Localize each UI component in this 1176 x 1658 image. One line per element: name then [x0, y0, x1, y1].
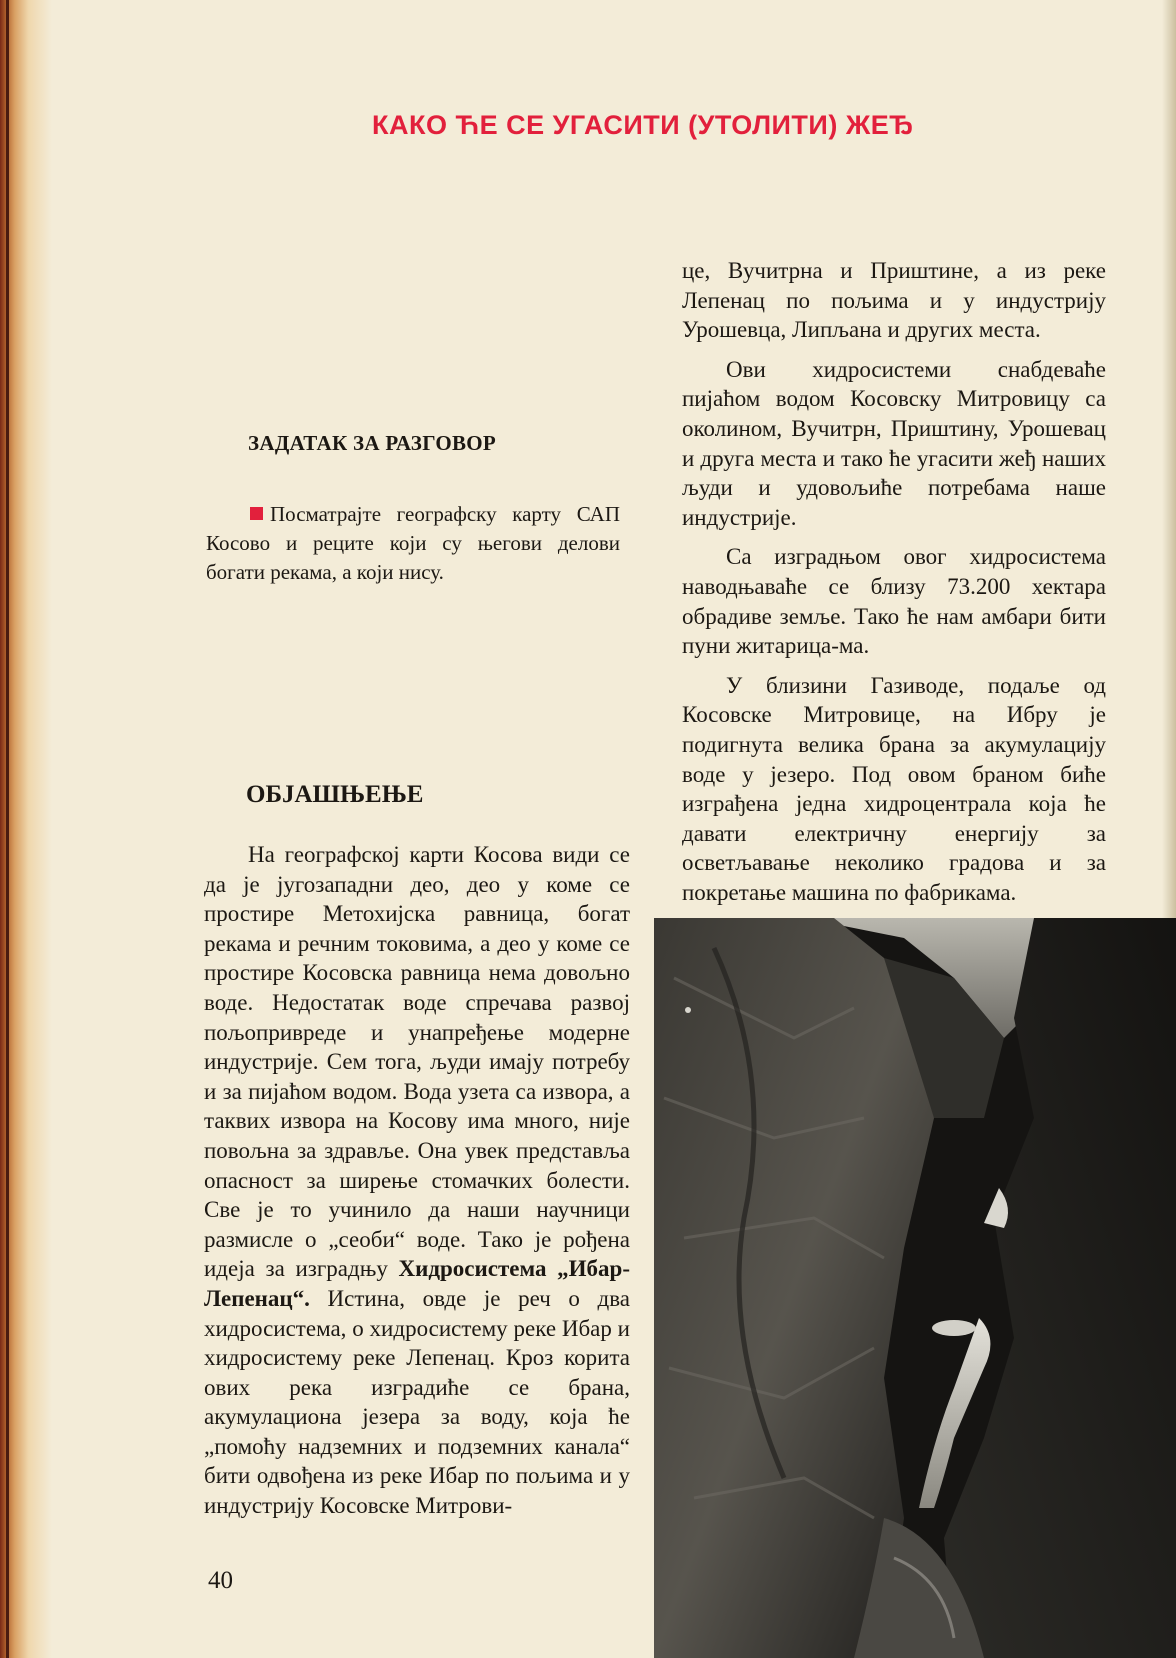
page-edge-left: [0, 0, 52, 1658]
explanation-paragraph-2: Ови хидросистеми снабдеваће пијаћом водом Косовску Митровицу са околином, Вучитрн, Приштину, Урошевац и друга места и тако ће угасити жеђ наших људи и удовољиће потребама наше индустрије.: [682, 356, 1106, 530]
gorge-waterfall-photo: [654, 918, 1176, 1658]
explanation-paragraph-4: У близини Газиводе, подаље од Косовске Митровице, на Ибру је подигнута велика брана за акумулацију воде у језеро. Под овом браном биће изграђена једна хидроцентрала која ће давати електричну енергију за осветљавање неколико градова и за покретање машина по фабрикама.: [682, 672, 1106, 905]
explanation-paragraph-1: [204, 840, 630, 1521]
paragraph-1-text: На географској карти Косова види се да је југозападни део, део у коме се простире Метохијска равница, богат рекама и речним токовима, а део у коме се простире Косовска равница нема довољно воде. Недостатак воде спречава развој пољопривреде и унапређење модерне индустрије. Сем тога, људи имају потребу и за пијаћом водом. Вода узета са извора, а таквих извора на Косову има много, није повољна за здравље. Она увек представља опасност за ширење стомачких болести. Све је то учинило да наши научници размисле о „сеоби“ воде. Тако је рођена идеја за изградњу: [204, 842, 630, 1282]
left-text-column: [204, 840, 630, 1521]
paragraph-1-text-end: Истина, овде је реч о два хидросистема, о хидросистему реке Ибар и хидросистему реке Лепенац. Кроз корита ових река изградиће се брана, акумулациона језера за воду, која ће „помоћу надземних и подземних канала“ бити одвођена из реке Ибар по пољима и у индустрију Косовске Митрови-: [204, 1285, 630, 1519]
explanation-heading: ОБЈАШЊЕЊЕ: [246, 781, 424, 808]
explanation-paragraph-3: Са изградњом овог хидросистема наводњаваће се близу 73.200 хектара обрадиве земље. Тако ће нам амбари бити пуни житарица-ма.: [682, 544, 1106, 659]
task-text-block: [206, 500, 620, 587]
page-title: КАКО ЋЕ СЕ УГАСИТИ (УТОЛИТИ) ЖЕЂ: [372, 110, 914, 140]
page-number: 40: [208, 1567, 233, 1594]
task-text: Посматрајте географску карту САП Косово и реците који су његови делови богати рекама, а који нису.: [206, 502, 620, 584]
task-heading: ЗАДАТАК ЗА РАЗГОВОР: [248, 431, 497, 455]
red-square-bullet-icon: [250, 507, 263, 520]
explanation-paragraph-1-continued: це, Вучитрна и Приштине, а из реке Лепенац по пољима и у индустрију Урошевца, Липљана и других места.: [682, 258, 1106, 343]
hydrosystem-name-bold: Хидросистема „Ибар-Лепенац“.: [204, 1256, 630, 1311]
right-text-column: [682, 256, 1106, 907]
